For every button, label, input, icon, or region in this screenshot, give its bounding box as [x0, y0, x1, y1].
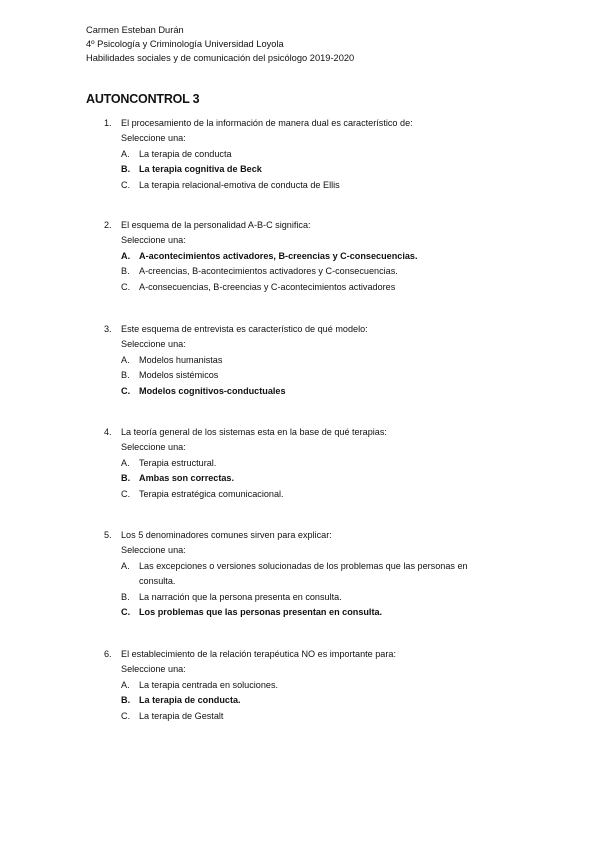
question-text: Este esquema de entrevista es característico de qué modelo:	[121, 324, 368, 334]
option-b[interactable]	[104, 264, 417, 279]
question-number: 4.	[104, 427, 112, 437]
option-letter: B.	[121, 164, 131, 175]
option-letter: C.	[121, 179, 131, 190]
option-text-continuation: consulta.	[139, 576, 176, 587]
course-line: 4º Psicología y Criminología Universidad Loyola	[86, 39, 284, 49]
option-letter: A.	[121, 354, 130, 365]
option-letter: A.	[121, 679, 130, 690]
option-b[interactable]	[104, 368, 368, 383]
option-b-correct[interactable]	[104, 693, 396, 708]
option-letter: A.	[121, 457, 130, 468]
question-3	[104, 322, 368, 399]
document-title: AUTONCONTROL 3	[86, 92, 200, 106]
option-b-correct[interactable]	[104, 162, 413, 177]
option-letter: C.	[121, 385, 131, 396]
option-text: La terapia cognitiva de Beck	[139, 164, 262, 175]
option-c[interactable]	[104, 280, 417, 295]
question-5	[104, 528, 468, 620]
select-prompt: Seleccione una:	[121, 235, 186, 246]
option-letter: B.	[121, 591, 130, 602]
option-text: A-acontecimientos activadores, B-creencias y C-consecuencias.	[139, 250, 418, 261]
option-letter: C.	[121, 281, 131, 292]
select-prompt: Seleccione una:	[121, 339, 186, 350]
question-6	[104, 647, 396, 724]
option-text: Modelos cognitivos-conductuales	[139, 385, 286, 396]
option-text: La terapia de conducta	[139, 148, 232, 159]
option-c-correct[interactable]	[104, 605, 468, 620]
question-2	[104, 218, 417, 295]
option-a[interactable]	[104, 559, 468, 590]
question-text: El esquema de la personalidad A-B-C significa:	[121, 220, 311, 230]
option-text: La narración que la persona presenta en consulta.	[139, 591, 342, 602]
option-text: A-consecuencias, B-creencias y C-acontecimientos activadores	[139, 281, 396, 292]
question-number: 6.	[104, 649, 112, 659]
option-text: La terapia de conducta.	[139, 695, 241, 706]
option-letter: C.	[121, 488, 131, 499]
option-a-correct[interactable]	[104, 249, 417, 264]
option-letter: B.	[121, 266, 130, 277]
author-name: Carmen Esteban Durán	[86, 25, 184, 35]
option-text: Las excepciones o versiones solucionadas de los problemas que las personas en	[139, 560, 468, 571]
option-a[interactable]	[104, 353, 368, 368]
option-c-correct[interactable]	[104, 384, 368, 399]
option-text: La terapia de Gestalt	[139, 710, 224, 721]
select-prompt: Seleccione una:	[121, 545, 186, 556]
option-text: La terapia centrada en soluciones.	[139, 679, 279, 690]
option-letter: C.	[121, 607, 131, 618]
option-b-correct[interactable]	[104, 471, 387, 486]
question-number: 2.	[104, 220, 112, 230]
question-4	[104, 425, 387, 502]
option-letter: A.	[121, 560, 130, 571]
option-letter: A.	[121, 148, 130, 159]
option-a[interactable]	[104, 678, 396, 693]
option-c[interactable]	[104, 487, 387, 502]
option-text: Terapia estratégica comunicacional.	[139, 488, 284, 499]
option-text: La terapia relacional-emotiva de conducta de Ellis	[139, 179, 340, 190]
option-letter: B.	[121, 370, 130, 381]
question-number: 3.	[104, 324, 112, 334]
option-text: Modelos humanistas	[139, 354, 223, 365]
option-c[interactable]	[104, 709, 396, 724]
question-number: 1.	[104, 118, 112, 128]
question-1	[104, 116, 413, 193]
option-text: Modelos sistémicos	[139, 370, 219, 381]
subject-line: Habilidades sociales y de comunicación del psicólogo 2019-2020	[86, 53, 355, 63]
question-text: La teoría general de los sistemas esta en la base de qué terapias:	[121, 427, 387, 437]
option-letter: C.	[121, 710, 131, 721]
option-letter: B.	[121, 473, 131, 484]
question-text: El establecimiento de la relación terapéutica NO es importante para:	[121, 649, 396, 659]
document-header	[86, 23, 354, 65]
option-c[interactable]	[104, 178, 413, 193]
select-prompt: Seleccione una:	[121, 133, 186, 144]
question-number: 5.	[104, 530, 112, 540]
option-a[interactable]	[104, 147, 413, 162]
option-text: Los problemas que las personas presentan en consulta.	[139, 607, 383, 618]
option-text: Terapia estructural.	[139, 457, 217, 468]
option-b[interactable]	[104, 590, 468, 605]
question-text: El procesamiento de la información de manera dual es característico de:	[121, 118, 413, 128]
select-prompt: Seleccione una:	[121, 664, 186, 675]
option-text: Ambas son correctas.	[139, 473, 235, 484]
select-prompt: Seleccione una:	[121, 442, 186, 453]
question-text: Los 5 denominadores comunes sirven para explicar:	[121, 530, 332, 540]
option-letter: B.	[121, 695, 131, 706]
option-letter: A.	[121, 250, 131, 261]
option-a[interactable]	[104, 456, 387, 471]
option-text: A-creencias, B-acontecimientos activadores y C-consecuencias.	[139, 266, 398, 277]
